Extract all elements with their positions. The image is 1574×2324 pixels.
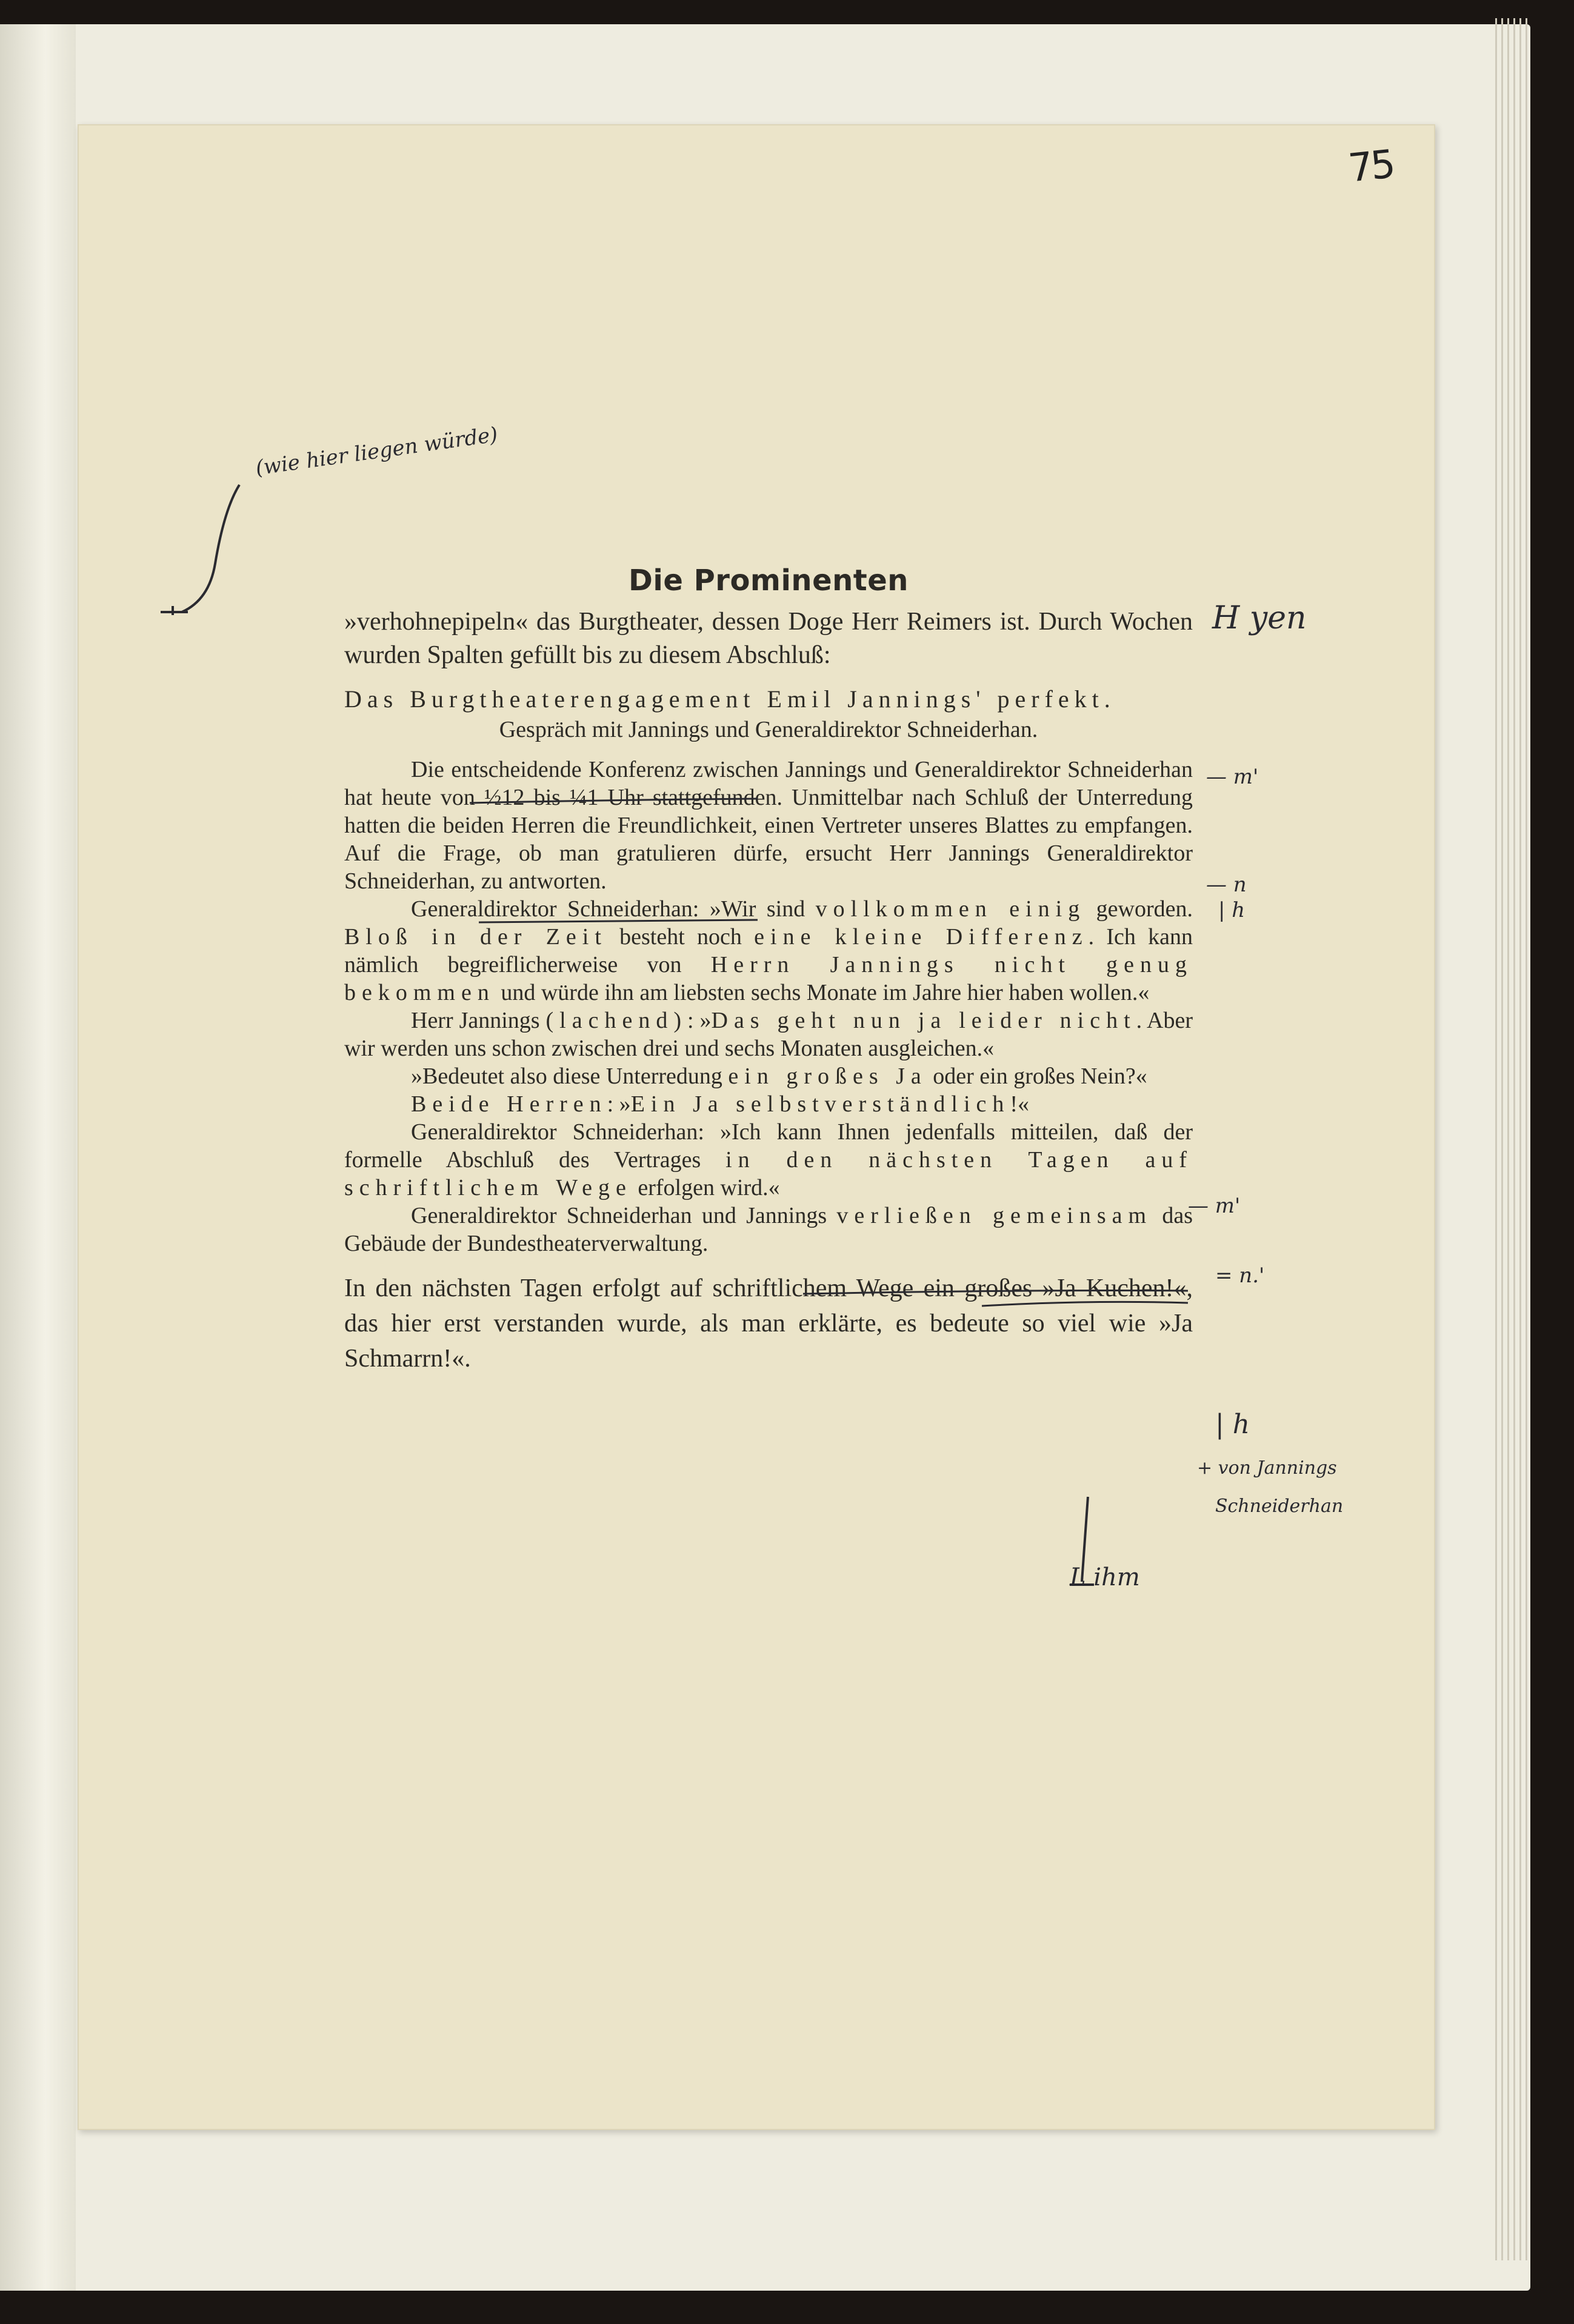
- quoted-headline: Das Burgtheaterengagement Emil Jannings' perfekt.: [344, 685, 1116, 713]
- quoted-paragraph-6: Generaldirektor Schneiderhan: »Ich kann Ihnen jedenfalls mitteilen, daß der formelle Abschluß des Vertrages in den nächsten Tagen auf schriftlichem Wege erfolgen wird.«: [344, 1119, 1193, 1200]
- underline-mitteilen: [803, 1291, 1188, 1294]
- page-number: 75: [1346, 142, 1396, 191]
- quoted-paragraph-3: Herr Jannings (lachend): »Das geht nun ja leider nicht. Aber wir werden uns schon zwischen drei und sechs Monaten ausgleichen.«: [344, 1008, 1193, 1061]
- margin-note-right-4: | h: [1218, 898, 1246, 922]
- quoted-paragraph-5: Beide Herren: »Ein Ja selbstverständlich!«: [411, 1091, 1030, 1117]
- clipping-title: Die Prominenten: [629, 564, 909, 598]
- underline-vertrages: [982, 1302, 1188, 1306]
- margin-note-right-3: — n: [1206, 873, 1247, 897]
- margin-note-right-9: Schneiderhan: [1215, 1496, 1344, 1517]
- closing-remark: In den nächsten Tagen erfolgt auf schriftlichem Wege ein großes »Ja Kuchen!«, das hier erst verstanden wurde, als man erklärte, es bedeute so viel wie »Ja Schmarrn!«.: [344, 1274, 1193, 1373]
- quoted-paragraph-2: Generaldirektor Schneiderhan: »Wir sind vollkommen einig geworden. Bloß in der Zeit besteht noch eine kleine Differenz. Ich kann nämlich begreiflicherweise von Herrn Jannings nicht genug bekommen und würde ihn am liebsten sechs Monate im Jahre hier haben wollen.«: [344, 896, 1193, 1005]
- quoted-subline: Gespräch mit Jannings und Generaldirektor Schneiderhan.: [499, 717, 1038, 742]
- margin-note-right-1: H yen: [1212, 600, 1307, 636]
- clipping-intro: »verhohnepipeln« das Burgtheater, dessen Doge Herr Reimers ist. Durch Wochen wurden Spalten gefüllt bis zu diesem Abschluß:: [344, 608, 1193, 669]
- margin-bracket-mark: [161, 485, 239, 615]
- quoted-paragraph-1: Die entscheidende Konferenz zwischen Jannings und Generaldirektor Schneiderhan hat heute von ½12 bis ¼1 Uhr stattgefunden. Unmittelbar nach Schluß der Unterredung hatten die beiden Herren die Freundlichkeit, einen Vertreter unseres Blattes zu empfangen. Auf die Frage, ob man gratulieren dürfe, ersucht Herr Jannings Generaldirektor Schneiderhan, zu antworten.: [344, 757, 1193, 894]
- margin-note-right-5: — m': [1188, 1194, 1241, 1218]
- quoted-paragraph-7: Generaldirektor Schneiderhan und Jannings verließen gemeinsam das Gebäude der Bundestheaterverwaltung.: [344, 1203, 1193, 1256]
- margin-note-right-8: + von Jannings: [1197, 1457, 1337, 1479]
- margin-note-bottom: L ihm: [1070, 1563, 1140, 1591]
- underline-konferenz: [470, 799, 758, 803]
- underline-gratulieren: [479, 920, 758, 922]
- margin-note-right-2: — m': [1206, 765, 1259, 789]
- margin-note-right-6: = n.': [1215, 1264, 1265, 1288]
- margin-note-top-left: (wie hier liegen würde): [254, 422, 499, 481]
- quoted-paragraph-4: »Bedeutet also diese Unterredung ein großes Ja oder ein großes Nein?«: [411, 1064, 1147, 1089]
- margin-note-right-7: | h: [1215, 1409, 1250, 1440]
